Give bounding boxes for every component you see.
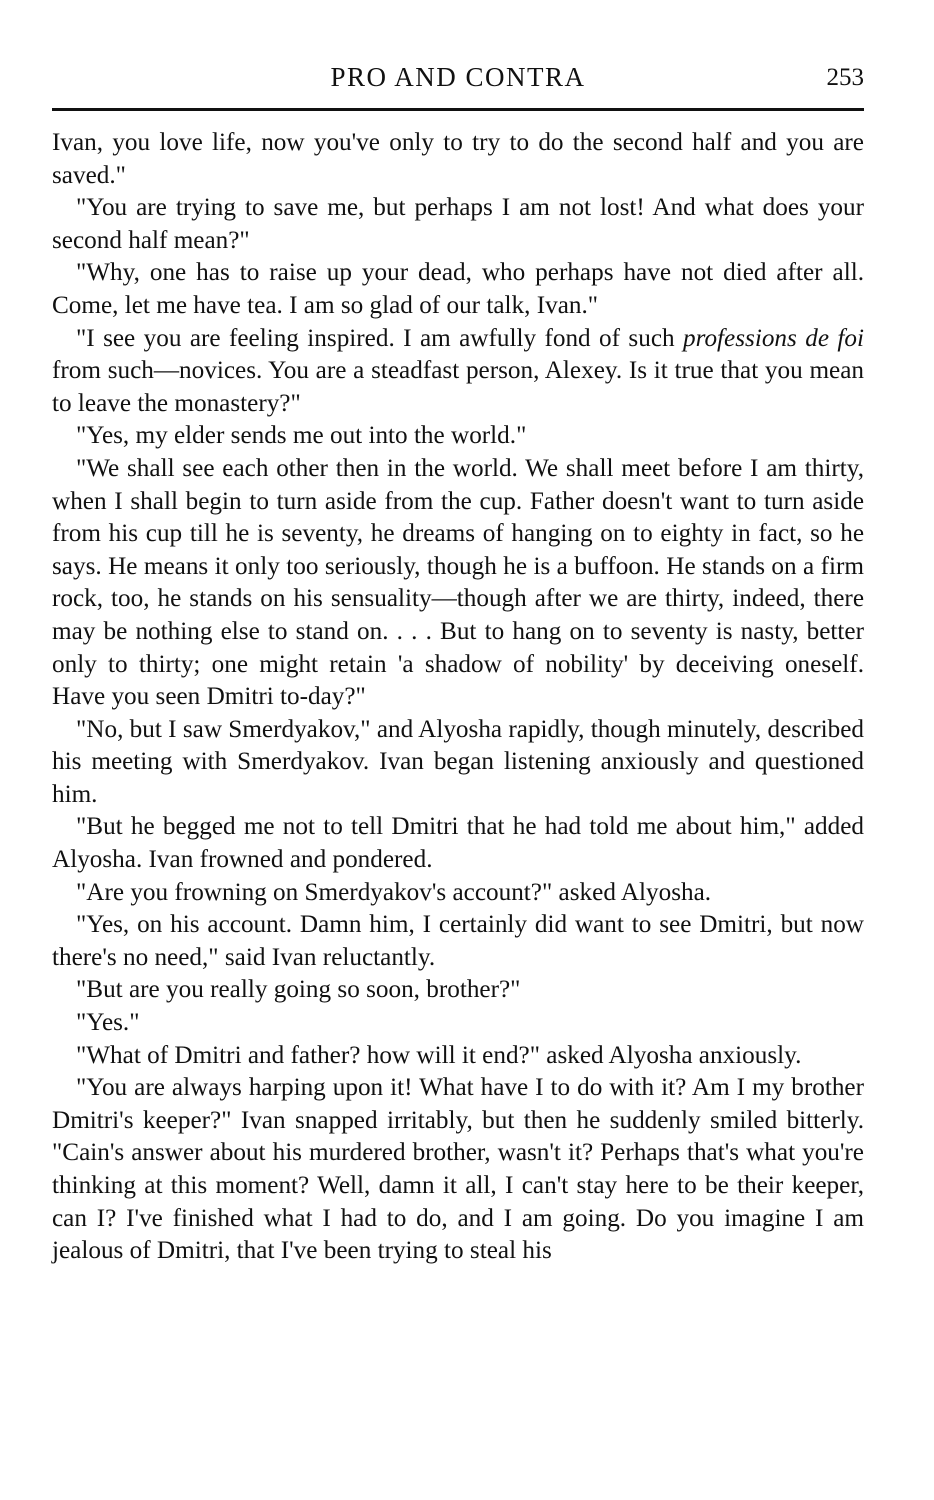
running-title: PRO AND CONTRA <box>330 62 586 92</box>
paragraph: Ivan, you love life, now you've only to try to do the second half and you are saved." <box>52 129 864 189</box>
paragraph: "No, but I saw Smerdyakov," and Alyosha rapidly, though minutely, described his meeting with Smerdyakov. Ivan began listening anxiously and questioned him. <box>52 715 864 808</box>
paragraph: "I see you are feeling inspired. I am awfully fond of such professions de foi from such—novices. You are a steadfast person, Alexey. Is it true that you mean to leave the monastery?" <box>52 324 864 417</box>
paragraph: "You are trying to save me, but perhaps I am not lost! And what does your second half mean?" <box>52 194 864 254</box>
paragraph: "But are you really going so soon, brother?" <box>76 976 521 1004</box>
paragraph: "Yes, my elder sends me out into the world." <box>76 422 527 450</box>
body-text <box>52 127 864 1268</box>
header-rule <box>52 108 864 111</box>
paragraph: "Why, one has to raise up your dead, who perhaps have not died after all. Come, let me have tea. I am so glad of our talk, Ivan." <box>52 259 864 319</box>
italic-phrase: professions de foi <box>683 324 864 352</box>
paragraph: "What of Dmitri and father? how will it end?" asked Alyosha anxiously. <box>76 1041 802 1069</box>
paragraph: "You are always harping upon it! What have I to do with it? Am I my brother Dmitri's keeper?" Ivan snapped irritably, but then he suddenly smiled bitterly. "Cain's answer about his murdered brother, wasn't it? Perhaps that's what you're thinking at this moment? Well, damn it all, I can't stay here to be their keeper, can I? I've finished what I had to do, and I am going. Do you imagine I am jealous of Dmitri, that I've been trying to steal his <box>52 1074 864 1265</box>
page-header <box>52 62 864 102</box>
paragraph: "But he begged me not to tell Dmitri that he had told me about him," added Alyosha. Ivan frowned and pondered. <box>52 813 864 874</box>
paragraph: "Yes, on his account. Damn him, I certainly did want to see Dmitri, but now there's no need," said Ivan reluctantly. <box>52 911 864 971</box>
paragraph: "Are you frowning on Smerdyakov's account?" asked Alyosha. <box>76 878 712 906</box>
paragraph: "We shall see each other then in the world. We shall meet before I am thirty, when I shall begin to turn aside from the cup. Father doesn't want to turn aside from his cup till he is seventy, he dreams of hanging on to eighty in fact, so he says. He means it only too seriously, though he is a buffoon. He stands on a firm rock, too, he stands on his sensuality—though after we are thirty, indeed, there may be nothing else to stand on. . . . But to hang on to seventy is nasty, better only to thirty; one might retain 'a shadow of nobility' by deceiving oneself. Have you seen Dmitri to-day?" <box>52 454 864 711</box>
page-number: 253 <box>826 64 864 91</box>
paragraph: "Yes." <box>76 1009 140 1037</box>
